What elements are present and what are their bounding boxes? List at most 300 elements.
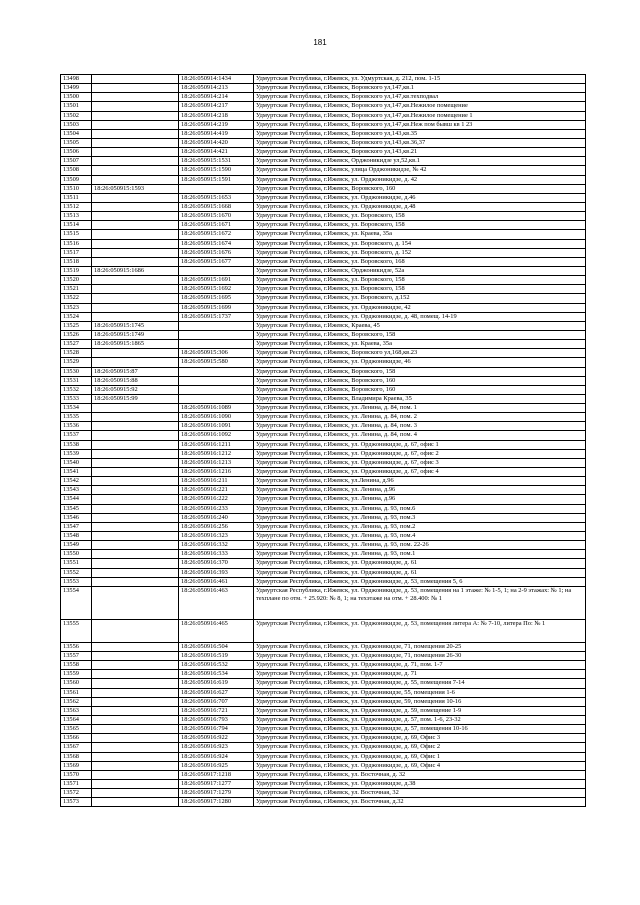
address-cell: Удмуртская Республика, г.Ижевск, ул. Ленина, д. 84, пом. 2 xyxy=(254,413,586,422)
table-row xyxy=(61,120,586,129)
table-row xyxy=(61,779,586,788)
table-row xyxy=(61,404,586,413)
cadastral-number-cell: 18:26:050916:1091 xyxy=(179,422,254,431)
old-cadastral-cell xyxy=(92,431,179,440)
old-cadastral-cell xyxy=(92,716,179,725)
row-number-cell: 13509 xyxy=(61,175,92,184)
row-number-cell: 13511 xyxy=(61,193,92,202)
cadastral-number-cell: 18:26:050916:504 xyxy=(179,642,254,651)
old-cadastral-cell xyxy=(92,239,179,248)
old-cadastral-cell: 18:26:050915:99 xyxy=(92,394,179,403)
table-row xyxy=(61,679,586,688)
cadastral-number-cell: 18:26:050914:218 xyxy=(179,111,254,120)
row-number-cell: 13498 xyxy=(61,75,92,84)
table-row xyxy=(61,303,586,312)
cadastral-number-cell: 18:26:050916:1211 xyxy=(179,440,254,449)
row-number-cell: 13555 xyxy=(61,619,92,642)
old-cadastral-cell xyxy=(92,642,179,651)
table-row xyxy=(61,504,586,513)
old-cadastral-cell xyxy=(92,725,179,734)
cadastral-number-cell xyxy=(179,184,254,193)
old-cadastral-cell xyxy=(92,541,179,550)
old-cadastral-cell xyxy=(92,303,179,312)
address-cell: Удмуртская Республика, г.Ижевск, Воровского, 160 xyxy=(254,385,586,394)
old-cadastral-cell xyxy=(92,513,179,522)
address-cell: Удмуртская Республика, г.Ижевск, ул. Воровского, 158 xyxy=(254,221,586,230)
table-row xyxy=(61,276,586,285)
address-cell: Удмуртская Республика, г.Ижевск, ул. Воровского, 158 xyxy=(254,276,586,285)
cadastral-number-cell: 18:26:050916:256 xyxy=(179,522,254,531)
old-cadastral-cell xyxy=(92,413,179,422)
address-cell: Удмуртская Республика, г.Ижевск, ул. Орджоникидзе, д. 57, помещения 10-16 xyxy=(254,725,586,734)
cadastral-number-cell: 18:26:050916:211 xyxy=(179,477,254,486)
table-row xyxy=(61,577,586,586)
address-cell: Удмуртская Республика, г.Ижевск, ул. Ленина, д. 84, пом. 1 xyxy=(254,404,586,413)
table-row xyxy=(61,257,586,266)
cadastral-number-cell: 18:26:050916:793 xyxy=(179,716,254,725)
old-cadastral-cell xyxy=(92,734,179,743)
address-cell: Удмуртская Республика, г.Ижевск, Воровского ул,168,кв.23 xyxy=(254,349,586,358)
address-cell: Удмуртская Республика, г.Ижевск, Воровского ул,147,кв.Нежилое помещение 1 xyxy=(254,111,586,120)
row-number-cell: 13506 xyxy=(61,148,92,157)
old-cadastral-cell xyxy=(92,276,179,285)
cadastral-number-cell: 18:26:050915:1653 xyxy=(179,193,254,202)
address-cell: Удмуртская Республика, г.Ижевск, ул. Ленина, д. 84, пом. 3 xyxy=(254,422,586,431)
table-row xyxy=(61,697,586,706)
address-cell: Удмуртская Республика, г.Ижевск, ул. Орджоникидзе, д. 67, офис 1 xyxy=(254,440,586,449)
row-number-cell: 13569 xyxy=(61,761,92,770)
table-row xyxy=(61,725,586,734)
row-number-cell: 13519 xyxy=(61,266,92,275)
old-cadastral-cell xyxy=(92,248,179,257)
row-number-cell: 13501 xyxy=(61,102,92,111)
cadastral-number-cell: 18:26:050916:1090 xyxy=(179,413,254,422)
cadastral-number-cell: 18:26:050916:794 xyxy=(179,725,254,734)
table-row xyxy=(61,716,586,725)
cadastral-number-cell: 18:26:050915:1670 xyxy=(179,212,254,221)
old-cadastral-cell: 18:26:050915:88 xyxy=(92,376,179,385)
table-row xyxy=(61,358,586,367)
table-row xyxy=(61,789,586,798)
address-cell: Удмуртская Республика, г.Ижевск, ул. Ленина, д.96 xyxy=(254,495,586,504)
row-number-cell: 13502 xyxy=(61,111,92,120)
table-row xyxy=(61,486,586,495)
old-cadastral-cell xyxy=(92,166,179,175)
cadastral-number-cell: 18:26:050914:419 xyxy=(179,129,254,138)
table-row xyxy=(61,642,586,651)
table-row xyxy=(61,93,586,102)
row-number-cell: 13571 xyxy=(61,779,92,788)
table-row xyxy=(61,138,586,147)
old-cadastral-cell xyxy=(92,449,179,458)
cadastral-number-cell xyxy=(179,394,254,403)
old-cadastral-cell xyxy=(92,798,179,807)
table-row xyxy=(61,440,586,449)
table-row xyxy=(61,239,586,248)
table-row xyxy=(61,193,586,202)
old-cadastral-cell xyxy=(92,285,179,294)
cadastral-number-cell xyxy=(179,376,254,385)
table-row xyxy=(61,148,586,157)
table-row xyxy=(61,166,586,175)
address-cell: Удмуртская Республика, г.Ижевск, ул. Ленина, д. 93, пом.1 xyxy=(254,550,586,559)
old-cadastral-cell xyxy=(92,230,179,239)
row-number-cell: 13517 xyxy=(61,248,92,257)
row-number-cell: 13541 xyxy=(61,468,92,477)
address-cell: Удмуртская Республика, г.Ижевск, ул. Орджоникидзе, д. 69, Офис 1 xyxy=(254,752,586,761)
table-row xyxy=(61,294,586,303)
row-number-cell: 13562 xyxy=(61,697,92,706)
table-row xyxy=(61,752,586,761)
old-cadastral-cell xyxy=(92,120,179,129)
table-row xyxy=(61,212,586,221)
address-cell: Удмуртская Республика, г.Ижевск, ул. Орджоникидзе, д. 67, офис 2 xyxy=(254,449,586,458)
row-number-cell: 13515 xyxy=(61,230,92,239)
cadastral-number-cell: 18:26:050916:925 xyxy=(179,761,254,770)
row-number-cell: 13520 xyxy=(61,276,92,285)
cadastral-number-cell: 18:26:050916:465 xyxy=(179,619,254,642)
row-number-cell: 13559 xyxy=(61,670,92,679)
cadastral-number-cell xyxy=(179,321,254,330)
old-cadastral-cell xyxy=(92,661,179,670)
old-cadastral-cell xyxy=(92,789,179,798)
cadastral-number-cell: 18:26:050916:333 xyxy=(179,550,254,559)
row-number-cell: 13514 xyxy=(61,221,92,230)
row-number-cell: 13535 xyxy=(61,413,92,422)
row-number-cell: 13521 xyxy=(61,285,92,294)
address-cell: Удмуртская Республика, г.Ижевск, ул. Краева, 35а xyxy=(254,230,586,239)
address-cell: Удмуртская Республика, г.Ижевск, ул. Ленина, д. 93, пом.4 xyxy=(254,532,586,541)
address-cell: Удмуртская Республика, г.Ижевск, Воровского ул,147,кв.1 xyxy=(254,84,586,93)
cadastral-number-cell: 18:26:050916:519 xyxy=(179,652,254,661)
registry-table-body xyxy=(61,75,586,807)
address-cell: Удмуртская Республика, г.Ижевск, ул. Воровского, д. 154 xyxy=(254,239,586,248)
old-cadastral-cell xyxy=(92,697,179,706)
old-cadastral-cell xyxy=(92,752,179,761)
cadastral-number-cell xyxy=(179,330,254,339)
address-cell: Удмуртская Республика, г.Ижевск, ул. Орджоникидзе, д. 69, Офис 4 xyxy=(254,761,586,770)
table-row xyxy=(61,376,586,385)
row-number-cell: 13552 xyxy=(61,568,92,577)
old-cadastral-cell xyxy=(92,522,179,531)
cadastral-number-cell: 18:26:050916:332 xyxy=(179,541,254,550)
cadastral-number-cell: 18:26:050917:1277 xyxy=(179,779,254,788)
cadastral-number-cell: 18:26:050916:463 xyxy=(179,586,254,619)
table-row xyxy=(61,798,586,807)
old-cadastral-cell xyxy=(92,404,179,413)
table-row xyxy=(61,559,586,568)
address-cell: Удмуртская Республика, г.Ижевск, ул. Орджоникидзе, д. 71 xyxy=(254,670,586,679)
old-cadastral-cell xyxy=(92,157,179,166)
table-row xyxy=(61,652,586,661)
old-cadastral-cell xyxy=(92,779,179,788)
table-row xyxy=(61,157,586,166)
cadastral-number-cell: 18:26:050916:1092 xyxy=(179,431,254,440)
address-cell: Удмуртская Республика, г.Ижевск, ул. Орджоникидзе, д. 53, помещения 5, 6 xyxy=(254,577,586,586)
table-row xyxy=(61,413,586,422)
address-cell: Удмуртская Республика, г.Ижевск, ул. Орджоникидзе, д. 42 xyxy=(254,175,586,184)
address-cell: Удмуртская Республика, г.Ижевск, ул. Ленина, д. 93, пом.2 xyxy=(254,522,586,531)
cadastral-number-cell: 18:26:050915:1699 xyxy=(179,303,254,312)
row-number-cell: 13570 xyxy=(61,770,92,779)
row-number-cell: 13510 xyxy=(61,184,92,193)
old-cadastral-cell: 18:26:050915:1593 xyxy=(92,184,179,193)
row-number-cell: 13532 xyxy=(61,385,92,394)
old-cadastral-cell xyxy=(92,93,179,102)
cadastral-number-cell: 18:26:050916:922 xyxy=(179,734,254,743)
row-number-cell: 13516 xyxy=(61,239,92,248)
row-number-cell: 13530 xyxy=(61,367,92,376)
table-row xyxy=(61,586,586,619)
address-cell: Удмуртская Республика, г.Ижевск, ул. Ленина, д. 84, пом. 4 xyxy=(254,431,586,440)
table-row xyxy=(61,349,586,358)
old-cadastral-cell xyxy=(92,111,179,120)
cadastral-number-cell: 18:26:050916:707 xyxy=(179,697,254,706)
table-row xyxy=(61,761,586,770)
address-cell: Удмуртская Республика, г.Ижевск, ул. Ленина, д.96 xyxy=(254,486,586,495)
cadastral-number-cell: 18:26:050917:1280 xyxy=(179,798,254,807)
old-cadastral-cell: 18:26:050915:1686 xyxy=(92,266,179,275)
cadastral-number-cell: 18:26:050916:393 xyxy=(179,568,254,577)
table-row xyxy=(61,449,586,458)
address-cell: Удмуртская Республика, г.Ижевск, ул. Орджоникидзе, д.46 xyxy=(254,193,586,202)
table-row xyxy=(61,75,586,84)
old-cadastral-cell: 18:26:050915:92 xyxy=(92,385,179,394)
address-cell: Удмуртская Республика, г.Ижевск, Воровского ул,143,кв.21 xyxy=(254,148,586,157)
row-number-cell: 13565 xyxy=(61,725,92,734)
address-cell: Удмуртская Республика, г.Ижевск, ул. Восточная, д.32 xyxy=(254,798,586,807)
table-row xyxy=(61,312,586,321)
row-number-cell: 13512 xyxy=(61,202,92,211)
address-cell: Удмуртская Республика, г.Ижевск, ул.Ленина, д.96 xyxy=(254,477,586,486)
row-number-cell: 13568 xyxy=(61,752,92,761)
address-cell: Удмуртская Республика, г.Ижевск, ул. Орджоникидзе, д. 67, офис 3 xyxy=(254,458,586,467)
old-cadastral-cell xyxy=(92,129,179,138)
cadastral-number-cell: 18:26:050916:721 xyxy=(179,706,254,715)
cadastral-number-cell: 18:26:050915:1671 xyxy=(179,221,254,230)
address-cell: Удмуртская Республика, г.Ижевск, ул. Орджоникидзе, д. 61 xyxy=(254,559,586,568)
table-row xyxy=(61,385,586,394)
address-cell: Удмуртская Республика, г.Ижевск, ул. Орджоникидзе, д. 53, помещения литера А: № 7-10, литера По: № 1 xyxy=(254,619,586,642)
address-cell: Удмуртская Республика, г.Ижевск, улица Орджоникидзе, № 42 xyxy=(254,166,586,175)
address-cell: Удмуртская Республика, г.Ижевск, ул. Орджоникидзе, 46 xyxy=(254,358,586,367)
address-cell: Удмуртская Республика, г.Ижевск, ул. Орджоникидзе, 71, помещения 20-25 xyxy=(254,642,586,651)
row-number-cell: 13540 xyxy=(61,458,92,467)
cadastral-number-cell: 18:26:050916:240 xyxy=(179,513,254,522)
address-cell: Удмуртская Республика, г.Ижевск, ул. Орджоникидзе, д.38 xyxy=(254,779,586,788)
address-cell: Удмуртская Республика, г.Ижевск, ул. Ленина, д. 93, пом.6 xyxy=(254,504,586,513)
row-number-cell: 13558 xyxy=(61,661,92,670)
old-cadastral-cell xyxy=(92,559,179,568)
cadastral-number-cell: 18:26:050915:580 xyxy=(179,358,254,367)
address-cell: Удмуртская Республика, г.Ижевск, ул. Воровского, 158 xyxy=(254,212,586,221)
row-number-cell: 13566 xyxy=(61,734,92,743)
old-cadastral-cell xyxy=(92,568,179,577)
table-row xyxy=(61,175,586,184)
old-cadastral-cell xyxy=(92,175,179,184)
table-row xyxy=(61,266,586,275)
row-number-cell: 13507 xyxy=(61,157,92,166)
row-number-cell: 13503 xyxy=(61,120,92,129)
address-cell: Удмуртская Республика, г.Ижевск, Воровского, 158 xyxy=(254,330,586,339)
table-row xyxy=(61,513,586,522)
row-number-cell: 13561 xyxy=(61,688,92,697)
old-cadastral-cell xyxy=(92,688,179,697)
cadastral-number-cell: 18:26:050916:222 xyxy=(179,495,254,504)
address-cell: Удмуртская Республика, г.Ижевск, ул. Орджоникидзе, 42 xyxy=(254,303,586,312)
address-cell: Удмуртская Республика, г.Ижевск, ул. Орджоникидзе, 59, помещения 10-16 xyxy=(254,697,586,706)
table-row xyxy=(61,129,586,138)
table-row xyxy=(61,221,586,230)
old-cadastral-cell xyxy=(92,84,179,93)
row-number-cell: 13522 xyxy=(61,294,92,303)
table-row xyxy=(61,734,586,743)
row-number-cell: 13528 xyxy=(61,349,92,358)
old-cadastral-cell xyxy=(92,312,179,321)
cadastral-number-cell: 18:26:050916:1212 xyxy=(179,449,254,458)
old-cadastral-cell xyxy=(92,679,179,688)
table-row xyxy=(61,202,586,211)
table-row xyxy=(61,458,586,467)
old-cadastral-cell: 18:26:050915:1749 xyxy=(92,330,179,339)
table-row xyxy=(61,248,586,257)
address-cell: Удмуртская Республика, г.Ижевск, ул. Воровского, 158 xyxy=(254,285,586,294)
old-cadastral-cell xyxy=(92,586,179,619)
row-number-cell: 13563 xyxy=(61,706,92,715)
row-number-cell: 13523 xyxy=(61,303,92,312)
old-cadastral-cell xyxy=(92,770,179,779)
cadastral-number-cell: 18:26:050917:1218 xyxy=(179,770,254,779)
old-cadastral-cell xyxy=(92,257,179,266)
cadastral-number-cell: 18:26:050914:1434 xyxy=(179,75,254,84)
table-row xyxy=(61,532,586,541)
old-cadastral-cell: 18:26:050915:1745 xyxy=(92,321,179,330)
old-cadastral-cell xyxy=(92,468,179,477)
old-cadastral-cell xyxy=(92,504,179,513)
old-cadastral-cell xyxy=(92,577,179,586)
address-cell: Удмуртская Республика, г.Ижевск, Воровского ул,147,кв.Нежилое помещение xyxy=(254,102,586,111)
address-cell: Удмуртская Республика, г.Ижевск, ул. Орджоникидзе, д. 61 xyxy=(254,568,586,577)
page-number: 181 xyxy=(313,38,327,47)
old-cadastral-cell xyxy=(92,458,179,467)
table-row xyxy=(61,619,586,642)
table-row xyxy=(61,340,586,349)
row-number-cell: 13545 xyxy=(61,504,92,513)
cadastral-number-cell: 18:26:050915:1691 xyxy=(179,276,254,285)
cadastral-number-cell: 18:26:050915:1674 xyxy=(179,239,254,248)
old-cadastral-cell xyxy=(92,761,179,770)
cadastral-number-cell: 18:26:050914:219 xyxy=(179,120,254,129)
address-cell: Удмуртская Республика, г.Ижевск, ул. Воровского, 168 xyxy=(254,257,586,266)
row-number-cell: 13567 xyxy=(61,743,92,752)
address-cell: Удмуртская Республика, г.Ижевск, Воровского ул,143,кв.36,37 xyxy=(254,138,586,147)
old-cadastral-cell xyxy=(92,495,179,504)
old-cadastral-cell xyxy=(92,706,179,715)
old-cadastral-cell xyxy=(92,652,179,661)
cadastral-number-cell: 18:26:050915:1591 xyxy=(179,175,254,184)
table-row xyxy=(61,522,586,531)
old-cadastral-cell xyxy=(92,212,179,221)
table-row xyxy=(61,688,586,697)
address-cell: Удмуртская Республика, г.Ижевск, Воровского, 160 xyxy=(254,184,586,193)
cadastral-number-cell: 18:26:050915:1695 xyxy=(179,294,254,303)
address-cell: Удмуртская Республика, г.Ижевск, ул. Орджоникидзе, д. 71, пом. 1-7 xyxy=(254,661,586,670)
cadastral-number-cell: 18:26:050915:1531 xyxy=(179,157,254,166)
old-cadastral-cell xyxy=(92,358,179,367)
cadastral-number-cell: 18:26:050916:627 xyxy=(179,688,254,697)
address-cell: Удмуртская Республика, г.Ижевск, ул. Воровского, д. 152 xyxy=(254,248,586,257)
cadastral-number-cell: 18:26:050916:461 xyxy=(179,577,254,586)
cadastral-number-cell: 18:26:050914:421 xyxy=(179,148,254,157)
cadastral-number-cell: 18:26:050915:306 xyxy=(179,349,254,358)
table-row xyxy=(61,495,586,504)
cadastral-number-cell: 18:26:050915:1668 xyxy=(179,202,254,211)
cadastral-number-cell: 18:26:050915:1692 xyxy=(179,285,254,294)
row-number-cell: 13547 xyxy=(61,522,92,531)
registry-table xyxy=(60,74,586,807)
old-cadastral-cell xyxy=(92,202,179,211)
row-number-cell: 13551 xyxy=(61,559,92,568)
row-number-cell: 13508 xyxy=(61,166,92,175)
old-cadastral-cell xyxy=(92,486,179,495)
row-number-cell: 13554 xyxy=(61,586,92,619)
address-cell: Удмуртская Республика, г.Ижевск, Воровского ул,143,кв.35 xyxy=(254,129,586,138)
cadastral-number-cell xyxy=(179,340,254,349)
address-cell: Удмуртская Республика, г.Ижевск, ул. Орджоникидзе, д. 69, Офис 2 xyxy=(254,743,586,752)
row-number-cell: 13550 xyxy=(61,550,92,559)
row-number-cell: 13505 xyxy=(61,138,92,147)
table-row xyxy=(61,394,586,403)
table-row xyxy=(61,321,586,330)
cadastral-number-cell: 18:26:050916:1213 xyxy=(179,458,254,467)
address-cell: Удмуртская Республика, г.Ижевск, ул. Орджоникидзе, д. 53, помещения на 1 этаже: № 1-5, 1; на 2-9 этажах: № 1; на техплане по отм. + 25.920: № 8, 1; на техэтаже на отм. + 28.400: № 1 xyxy=(254,586,586,619)
row-number-cell: 13504 xyxy=(61,129,92,138)
address-cell: Удмуртская Республика, г.Ижевск, Воровского, 158 xyxy=(254,367,586,376)
row-number-cell: 13533 xyxy=(61,394,92,403)
cadastral-number-cell: 18:26:050916:534 xyxy=(179,670,254,679)
cadastral-number-cell: 18:26:050916:1089 xyxy=(179,404,254,413)
row-number-cell: 13572 xyxy=(61,789,92,798)
old-cadastral-cell xyxy=(92,138,179,147)
cadastral-number-cell: 18:26:050916:619 xyxy=(179,679,254,688)
address-cell: Удмуртская Республика, г.Ижевск, Воровского, 160 xyxy=(254,376,586,385)
table-row xyxy=(61,770,586,779)
row-number-cell: 13525 xyxy=(61,321,92,330)
address-cell: Удмуртская Республика, г.Ижевск, Владимира Краева, 35 xyxy=(254,394,586,403)
address-cell: Удмуртская Республика, г.Ижевск, ул. Удмуртская, д. 212, пом. 1-15 xyxy=(254,75,586,84)
cadastral-number-cell: 18:26:050914:217 xyxy=(179,102,254,111)
row-number-cell: 13534 xyxy=(61,404,92,413)
address-cell: Удмуртская Республика, г.Ижевск, ул. Ленина, д. 93, пом.3 xyxy=(254,513,586,522)
row-number-cell: 13539 xyxy=(61,449,92,458)
table-row xyxy=(61,670,586,679)
cadastral-number-cell: 18:26:050915:1676 xyxy=(179,248,254,257)
table-row xyxy=(61,706,586,715)
cadastral-number-cell: 18:26:050914:214 xyxy=(179,93,254,102)
row-number-cell: 13499 xyxy=(61,84,92,93)
row-number-cell: 13542 xyxy=(61,477,92,486)
cadastral-number-cell: 18:26:050915:1590 xyxy=(179,166,254,175)
address-cell: Удмуртская Республика, г.Ижевск, ул. Орджоникидзе, д. 67, офис 4 xyxy=(254,468,586,477)
row-number-cell: 13513 xyxy=(61,212,92,221)
row-number-cell: 13543 xyxy=(61,486,92,495)
table-row xyxy=(61,477,586,486)
old-cadastral-cell xyxy=(92,440,179,449)
table-row xyxy=(61,330,586,339)
old-cadastral-cell xyxy=(92,221,179,230)
address-cell: Удмуртская Республика, г.Ижевск, ул. Орджоникидзе, д.48 xyxy=(254,202,586,211)
table-row xyxy=(61,550,586,559)
